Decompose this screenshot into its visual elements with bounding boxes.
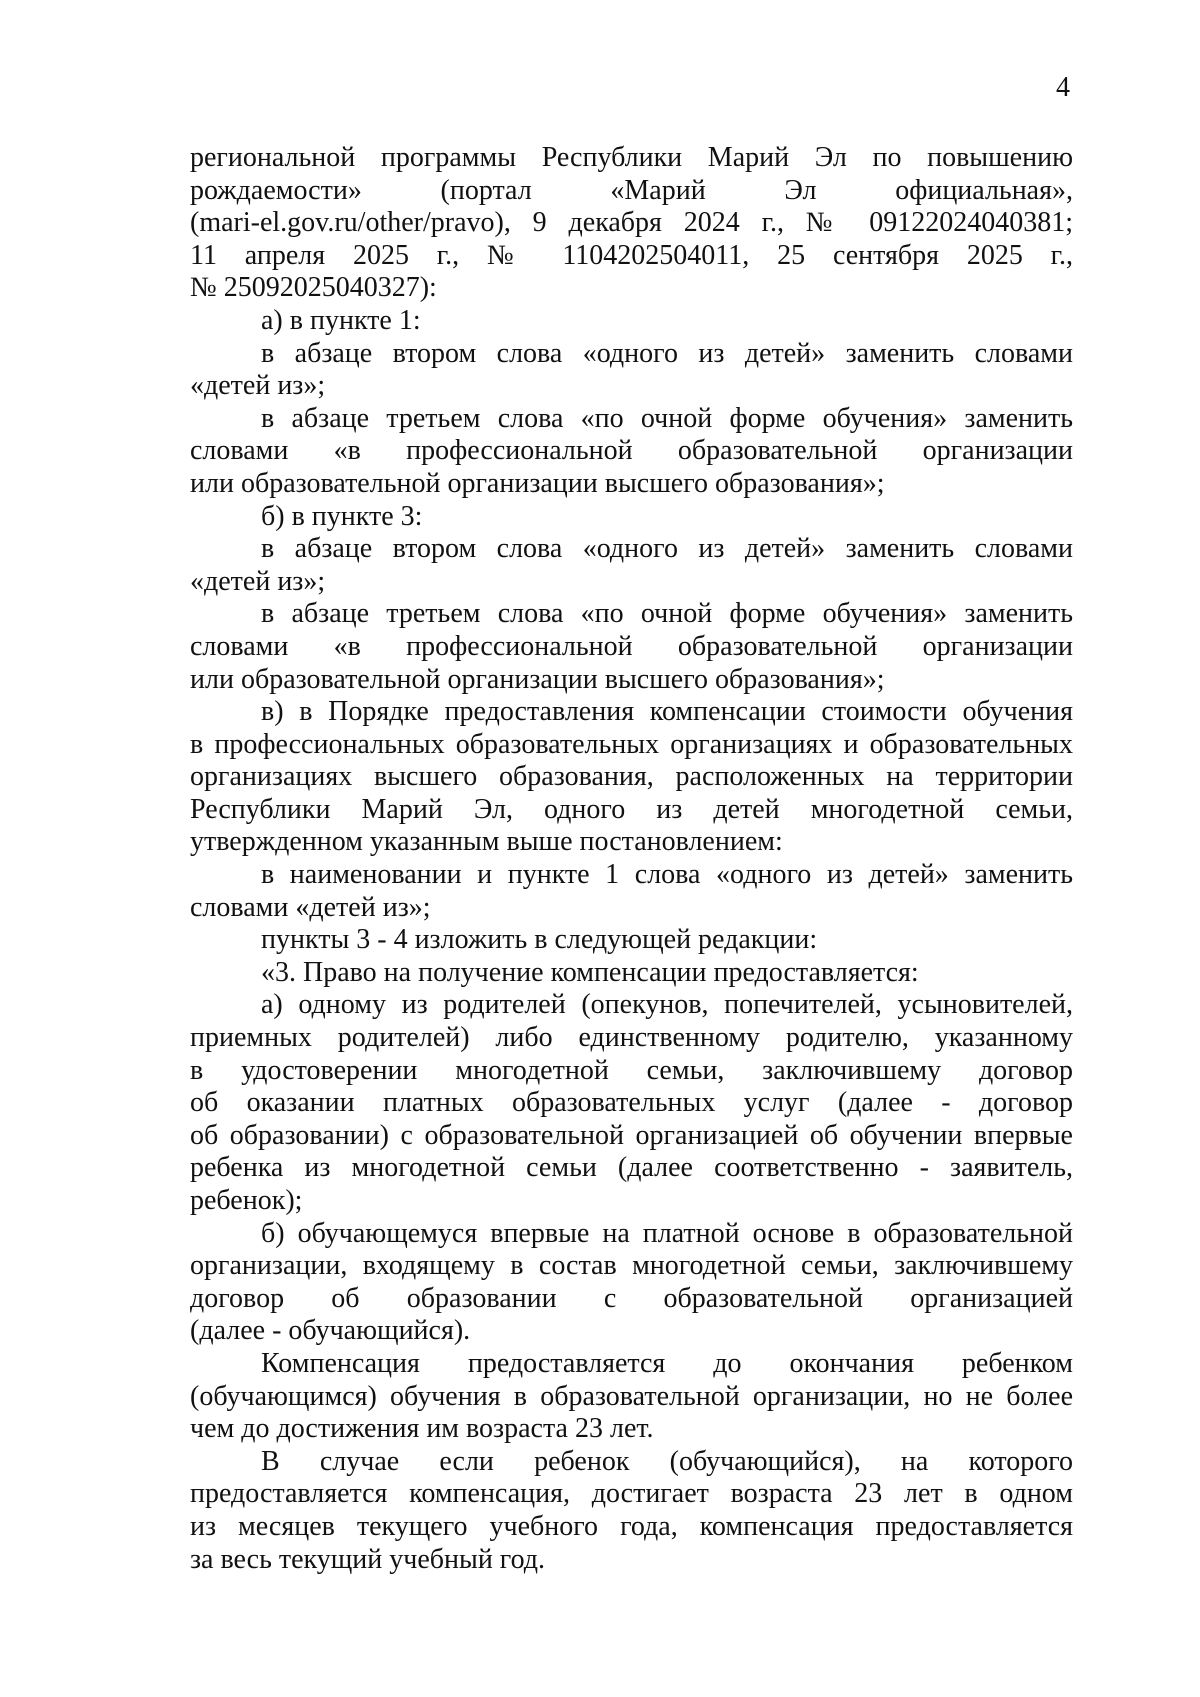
text-line: договор об образовании с образовательной организацией — [190, 1282, 1073, 1314]
text-line: чем до достижения им возраста 23 лет. — [190, 1413, 654, 1445]
text-line: рождаемости» (портал «Марий Эл официальная», — [190, 174, 1073, 206]
text-line: б) в пункте 3: — [261, 500, 423, 532]
text-line: ребенок); — [190, 1185, 303, 1216]
text-line: или образовательной организации высшего образования»; — [190, 663, 885, 695]
text-line: В случае если ребенок (обучающийся), на которого — [261, 1445, 1073, 1477]
text-line: «детей из»; — [190, 565, 326, 597]
text-line: Компенсация предоставляется до окончания ребенком — [261, 1347, 1073, 1379]
text-line: или образовательной организации высшего образования»; — [190, 467, 885, 499]
text-line: а) одному из родителей (опекунов, попечителей, усыновителей, — [261, 989, 1073, 1021]
text-line: в абзаце третьем слова «по очной форме обучения» заменить — [261, 402, 1073, 434]
text-line: в наименовании и пункте 1 слова «одного из детей» заменить — [261, 859, 1073, 891]
text-line: (далее - обучающийся). — [190, 1315, 471, 1347]
text-line: «детей из»; — [190, 370, 326, 402]
text-line: а) в пункте 1: — [261, 304, 421, 336]
text-line: (mari-el.gov.ru/other/pravo), 9 декабря 2024 г., № 09122024040381; — [190, 207, 1073, 239]
text-line: словами «в профессиональной образовательной организации — [190, 630, 1073, 662]
text-line: № 25092025040327): — [190, 272, 437, 304]
text-line: в) в Порядке предоставления компенсации стоимости обучения — [261, 696, 1073, 728]
text-line: 11 апреля 2025 г., № 1104202504011, 25 сентября 2025 г., — [190, 239, 1073, 271]
text-line: б) обучающемуся впервые на платной основе в образовательной — [261, 1217, 1073, 1249]
text-line: об образовании) с образовательной организацией об обучении впервые — [190, 1119, 1073, 1151]
text-line: в абзаце третьем слова «по очной форме обучения» заменить — [261, 598, 1073, 630]
text-line: в абзаце втором слова «одного из детей» заменить словами — [261, 337, 1073, 369]
text-line: за весь текущий учебный год. — [190, 1543, 546, 1575]
text-line: в профессиональных образовательных организациях и образовательных — [190, 728, 1073, 760]
text-line: в абзаце втором слова «одного из детей» заменить словами — [261, 533, 1073, 565]
text-line: организации, входящему в состав многодетной семьи, заключившему — [190, 1250, 1073, 1282]
text-line: Республики Марий Эл, одного из детей многодетной семьи, — [190, 793, 1073, 825]
text-line: об оказании платных образовательных услуг (далее - договор — [190, 1087, 1073, 1119]
text-line: предоставляется компенсация, достигает возраста 23 лет в одном — [190, 1478, 1073, 1510]
text-line: словами «в профессиональной образовательной организации — [190, 435, 1073, 467]
text-line: приемных родителей) либо единственному родителю, указанному — [190, 1022, 1073, 1054]
page-number: 4 — [1056, 72, 1070, 103]
document-body — [190, 142, 1073, 1576]
text-line: утвержденном указанным выше постановлением: — [190, 826, 783, 858]
text-line: ребенка из многодетной семьи (далее соответственно - заявитель, — [190, 1152, 1073, 1184]
text-line: региональной программы Республики Марий Эл по повышению — [190, 142, 1073, 173]
text-line: «3. Право на получение компенсации предоставляется: — [261, 956, 919, 988]
text-line: организациях высшего образования, расположенных на территории — [190, 761, 1073, 793]
text-line: словами «детей из»; — [190, 891, 431, 923]
text-line: (обучающимся) обучения в образовательной организации, но не более — [190, 1380, 1073, 1412]
text-line: пункты 3 - 4 изложить в следующей редакции: — [261, 924, 818, 956]
text-line: в удостоверении многодетной семьи, заключившему договор — [190, 1054, 1073, 1086]
text-line: из месяцев текущего учебного года, компенсация предоставляется — [190, 1510, 1073, 1542]
